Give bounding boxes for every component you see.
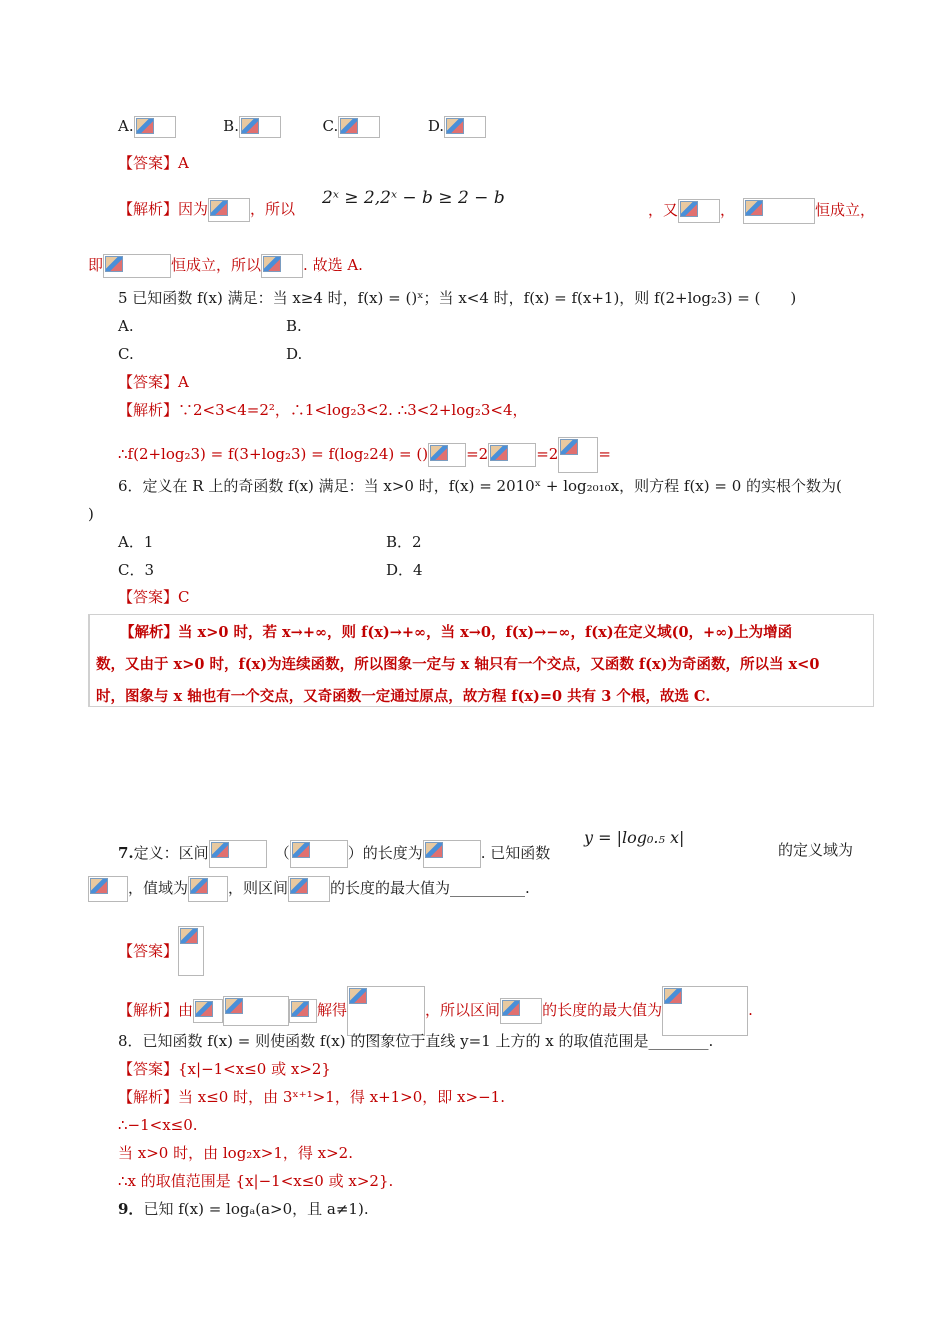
image-placeholder-icon (241, 118, 259, 134)
analysis-text: ，所以区间 (425, 1001, 501, 1019)
question-number: 9． (118, 1200, 144, 1218)
q7-stem-line-1 (118, 840, 550, 868)
answer-value: A (178, 154, 189, 172)
formula-image (88, 876, 128, 902)
q4-analysis-line-1 (118, 198, 295, 222)
formula-image (290, 840, 348, 868)
formula-image (188, 876, 228, 902)
image-placeholder-icon (680, 201, 698, 217)
formula-image (289, 999, 317, 1023)
q5-stem: 5 已知函数 f(x) 满足：当 x≥4 时，f(x) = ()ˣ；当 x<4 时，f(x) = f(x+1)，则 f(2+log₂3) = ( ) (118, 289, 797, 307)
q4-option-b-label: B. (223, 117, 239, 135)
q6-analysis-line-1: 【解析】当 x>0 时，若 x→+∞，则 f(x)→+∞，当 x→0，f(x)→−∞，f(x)在定义域(0，+∞)上为增函 (120, 624, 793, 641)
analysis-text: . (748, 1001, 753, 1019)
image-placeholder-icon (290, 878, 308, 894)
answer-image (178, 926, 204, 976)
image-placeholder-icon (190, 878, 208, 894)
q4-option-c-label: C. (322, 117, 339, 135)
q7-domain-label: 的定义域为 (778, 841, 854, 859)
image-placeholder-icon (425, 842, 443, 858)
q4-option-d-image (444, 116, 486, 138)
image-placeholder-icon (210, 200, 228, 216)
q6-option-b: B．2 (386, 533, 422, 551)
q4-option-d-label: D. (427, 117, 445, 135)
analysis-text: 由 (178, 1001, 194, 1019)
stem-text: 定义：区间 (133, 844, 209, 862)
q4-formula: 2ˣ ≥ 2,2ˣ − b ≥ 2 − b (322, 188, 505, 208)
formula-image (558, 437, 598, 473)
q9-stem (118, 1199, 369, 1219)
formula-image (423, 840, 481, 868)
image-placeholder-icon (745, 200, 763, 216)
q6-answer (118, 587, 190, 607)
stem-text: 已知 f(x) = logₐ(a>0，且 a≠1). (143, 1200, 369, 1218)
q4-option-a-label: A. (118, 117, 134, 135)
q4-answer (118, 153, 189, 173)
image-placeholder-icon (263, 256, 281, 272)
answer-tag: 【答案】 (118, 942, 179, 960)
answer-tag: 【答案】 (118, 154, 179, 172)
formula-image (208, 198, 250, 222)
formula-image (288, 876, 330, 902)
q5-option-c: C. (118, 345, 134, 363)
formula-image (743, 198, 815, 224)
formula-image (500, 998, 542, 1024)
q4-option-a-image (134, 116, 176, 138)
analysis-tag: 【解析】 (118, 1001, 179, 1019)
analysis-text: 当 x≤0 时，由 3ˣ⁺¹>1，得 x+1>0，即 x>−1. (178, 1088, 505, 1106)
q4-options (118, 116, 486, 138)
q8-analysis-line-4: ∴x 的取值范围是 {x|−1<x≤0 或 x>2}. (118, 1172, 394, 1190)
formula-image (193, 999, 223, 1023)
analysis-text: ，所以 (250, 200, 296, 218)
formula-image (428, 443, 466, 467)
q7-stem-line-2 (88, 876, 530, 902)
image-placeholder-icon (502, 1000, 520, 1016)
q6-analysis-box (88, 614, 874, 707)
q4-analysis-line-2 (88, 254, 363, 278)
stem-text: . (525, 879, 530, 897)
image-placeholder-icon (180, 928, 198, 944)
analysis-tag: 【解析】 (118, 1088, 179, 1106)
q5-analysis-line-2 (118, 437, 611, 473)
image-placeholder-icon (211, 842, 229, 858)
answer-tag: 【答案】 (118, 588, 179, 606)
image-placeholder-icon (490, 445, 508, 461)
image-placeholder-icon (90, 878, 108, 894)
analysis-text: ∴f(2+log₂3) = f(3+log₂3) = f(log₂24) = () (118, 445, 429, 463)
answer-tag: 【答案】 (118, 1060, 179, 1078)
q8-stem: 8．已知函数 f(x) = 则使函数 f(x) 的图象位于直线 y=1 上方的 x 的取值范围是________. (118, 1032, 714, 1050)
q7-answer (118, 926, 204, 976)
formula-image (662, 986, 748, 1036)
stem-text: （ (274, 844, 290, 862)
q5-answer (118, 372, 189, 392)
analysis-text: 的长度的最大值为 (542, 1001, 663, 1019)
q4-option-b-image (239, 116, 281, 138)
q5-option-d: D. (286, 345, 303, 363)
formula-image (488, 443, 536, 467)
formula-image (103, 254, 171, 278)
q4-analysis-line-1b (648, 198, 875, 224)
q5-analysis-line-1 (118, 400, 528, 420)
image-placeholder-icon (340, 118, 358, 134)
image-placeholder-icon (291, 1001, 309, 1017)
answer-value: {x|−1<x≤0 或 x>2} (178, 1060, 331, 1078)
q5-option-b: B. (286, 317, 302, 335)
q6-option-a: A．1 (118, 533, 154, 551)
analysis-text: 解得 (317, 1001, 348, 1019)
answer-value: C (178, 588, 190, 606)
stem-text: 的长度的最大值为 (330, 879, 451, 897)
analysis-text: 恒成立， (815, 201, 876, 219)
analysis-text: = (598, 445, 611, 463)
q6-option-c: C．3 (118, 561, 155, 579)
stem-text: ，则区间 (228, 879, 289, 897)
image-placeholder-icon (349, 988, 367, 1004)
image-placeholder-icon (195, 1001, 213, 1017)
answer-tag: 【答案】 (118, 373, 179, 391)
analysis-text: . 故选 A. (303, 256, 363, 274)
analysis-text: 因为 (178, 200, 209, 218)
image-placeholder-icon (105, 256, 123, 272)
q7-formula: y = |log₀.₅ x| (584, 828, 685, 847)
analysis-text: ， (720, 201, 736, 219)
q6-stem-line-2: ) (88, 505, 94, 523)
analysis-text: =2 (536, 445, 559, 463)
q8-analysis-line-1 (118, 1087, 505, 1107)
image-placeholder-icon (664, 988, 682, 1004)
q8-analysis-line-3: 当 x>0 时，由 log₂x>1，得 x>2. (118, 1144, 353, 1162)
question-number: 7. (118, 844, 134, 862)
image-placeholder-icon (446, 118, 464, 134)
analysis-text: =2 (466, 445, 489, 463)
answer-value: A (178, 373, 189, 391)
q8-analysis-line-2: ∴−1<x≤0. (118, 1116, 198, 1134)
image-placeholder-icon (292, 842, 310, 858)
formula-image (209, 840, 267, 868)
q6-analysis-line-3: 时，图象与 x 轴也有一个交点，又奇函数一定通过原点，故方程 f(x)=0 共有 3 个根，故选 C. (96, 688, 711, 705)
q7-analysis (118, 986, 753, 1036)
stem-text: ，值域为 (128, 879, 189, 897)
analysis-text: 恒成立，所以 (171, 256, 262, 274)
image-placeholder-icon (136, 118, 154, 134)
q6-option-d: D．4 (386, 561, 423, 579)
q8-answer (118, 1059, 331, 1079)
q5-option-a: A. (118, 317, 134, 335)
q6-stem-line-1: 6．定义在 R 上的奇函数 f(x) 满足：当 x>0 时，f(x) = 2010ˣ + log₂₀₁₀x，则方程 f(x) = 0 的实根个数为( (118, 477, 842, 495)
image-placeholder-icon (225, 998, 243, 1014)
image-placeholder-icon (560, 439, 578, 455)
analysis-text: ，又 (648, 201, 679, 219)
answer-blank: __________ (450, 879, 526, 897)
stem-text: ）的长度为 (347, 844, 423, 862)
q6-analysis-line-2: 数，又由于 x>0 时，f(x)为连续函数，所以图象一定与 x 轴只有一个交点，又函数 f(x)为奇函数，所以当 x<0 (96, 656, 820, 673)
analysis-tag: 【解析】 (118, 200, 179, 218)
formula-image (678, 199, 720, 223)
analysis-text: 即 (88, 256, 104, 274)
analysis-text: ∵2<3<4=2²，∴1<log₂3<2. ∴3<2+log₂3<4， (178, 401, 528, 419)
image-placeholder-icon (430, 445, 448, 461)
q4-option-c-image (338, 116, 380, 138)
analysis-tag: 【解析】 (118, 401, 179, 419)
formula-image (223, 996, 289, 1026)
formula-image (261, 254, 303, 278)
stem-text: . 已知函数 (480, 844, 551, 862)
formula-image (347, 986, 425, 1036)
